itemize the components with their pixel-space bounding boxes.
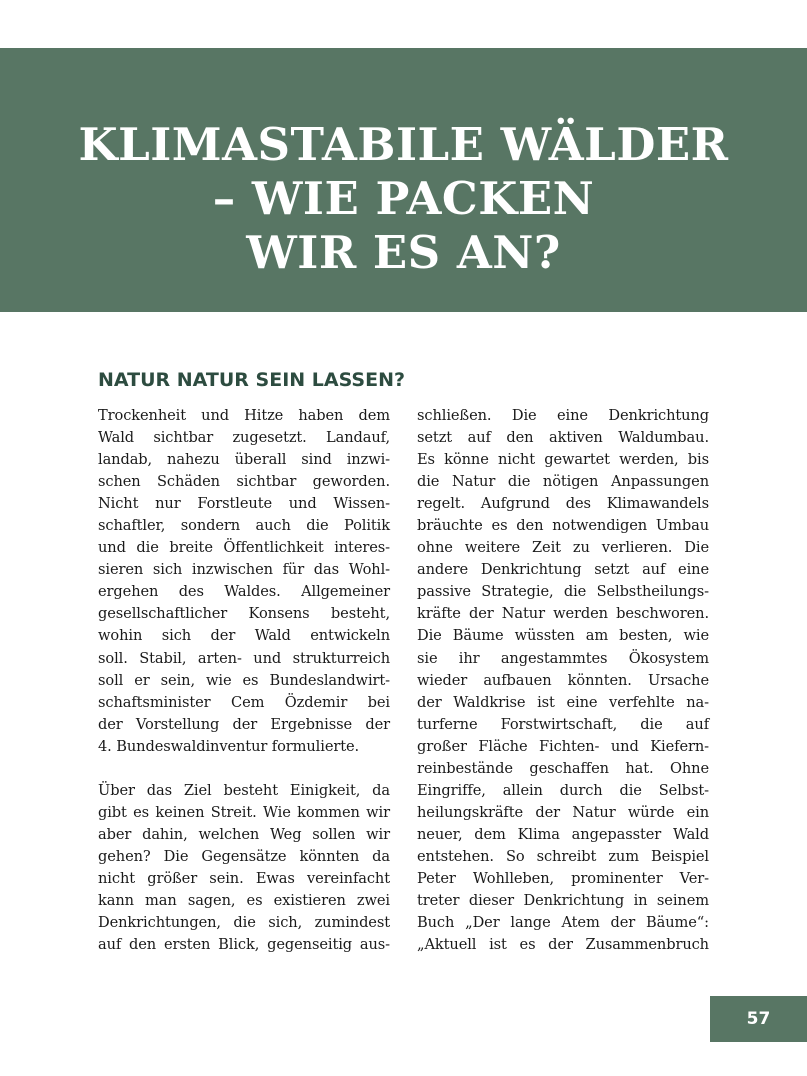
body-text-line: andere Denkrichtung setzt auf eine <box>417 561 709 579</box>
body-text-line: Denkrichtungen, die sich, zumindest <box>98 914 390 932</box>
body-text-line: Über das Ziel besteht Einigkeit, da <box>98 781 390 799</box>
body-text-line: ohne weitere Zeit zu verlieren. Die <box>417 539 709 557</box>
chapter-title-line: KLIMASTABILE WÄLDER <box>78 118 729 171</box>
body-text-line: Wald sichtbar zugesetzt. Landauf, <box>98 429 390 447</box>
body-text-line: auf den ersten Blick, gegenseitig aus- <box>98 936 390 954</box>
body-text-line: schaftler, sondern auch die Politik <box>98 517 390 535</box>
body-text-line: treter dieser Denkrichtung in seinem <box>417 892 709 910</box>
body-text-line: Eingriffe, allein durch die Selbst- <box>417 781 709 799</box>
body-text-line: sieren sich inzwischen für das Wohl- <box>98 561 390 579</box>
body-text-line: reinbestände geschaffen hat. Ohne <box>417 759 709 777</box>
body-text-line: Nicht nur Forstleute und Wissen- <box>98 495 390 513</box>
body-text-line: neuer, dem Klima angepasster Wald <box>417 825 709 843</box>
body-text-line: passive Strategie, die Selbstheilungs- <box>417 583 709 601</box>
body-text-line: entstehen. So schreibt zum Beispiel <box>417 847 709 865</box>
body-text-line: soll er sein, wie es Bundeslandwirt- <box>98 671 390 689</box>
body-text-line: turferne Forstwirtschaft, die auf <box>417 715 709 733</box>
section-heading: NATUR NATUR SEIN LASSEN? <box>98 369 406 391</box>
body-text-line: bräuchte es den notwendigen Umbau <box>417 517 709 535</box>
body-text-line: 4. Bundeswaldinventur formulierte. <box>98 737 360 755</box>
chapter-title <box>0 118 807 280</box>
body-text-line: aber dahin, welchen Weg sollen wir <box>98 825 390 843</box>
body-text-line: landab, nahezu überall sind inzwi- <box>98 451 390 469</box>
body-text-line: wohin sich der Wald entwickeln <box>98 627 390 645</box>
body-text-line: ergehen des Waldes. Allgemeiner <box>98 583 390 601</box>
body-text-line: Die Bäume wüssten am besten, wie <box>417 627 709 645</box>
text-column-left <box>98 405 390 956</box>
body-text-line: schließen. Die eine Denkrichtung <box>417 407 709 424</box>
paragraph-gap <box>98 758 390 780</box>
body-text-line: großer Fläche Fichten- und Kiefern- <box>417 737 709 755</box>
body-text-line: kräfte der Natur werden beschworen. <box>417 605 709 623</box>
body-text-line: Buch „Der lange Atem der Bäume“: <box>417 914 709 932</box>
body-text-line: der Vorstellung der Ergebnisse der <box>98 715 390 733</box>
body-text-line: nicht größer sein. Ewas vereinfacht <box>98 869 390 887</box>
body-text-line: soll. Stabil, arten- und strukturreich <box>98 649 390 667</box>
body-text-line: gesellschaftlicher Konsens besteht, <box>98 605 390 623</box>
body-text-line: Peter Wohlleben, prominenter Ver- <box>417 869 709 887</box>
body-text-line: Es könne nicht gewartet werden, bis <box>417 451 709 469</box>
body-text-line: regelt. Aufgrund des Klimawandels <box>417 495 709 513</box>
page-number-box <box>710 996 807 1042</box>
chapter-title-line: – WIE PACKEN <box>212 172 595 225</box>
body-text-line: schaftsminister Cem Özdemir bei <box>98 693 390 711</box>
page-number: 57 <box>746 1009 771 1029</box>
chapter-title-line: WIR ES AN? <box>246 226 561 279</box>
body-text-line: der Waldkrise ist eine verfehlte na- <box>417 693 709 711</box>
body-text-line: gibt es keinen Streit. Wie kommen wir <box>98 803 390 821</box>
body-text-line: Trockenheit und Hitze haben dem <box>98 407 390 424</box>
body-text-line: kann man sagen, es existieren zwei <box>98 892 390 910</box>
body-text-line: wieder aufbauen könnten. Ursache <box>417 671 709 689</box>
body-text-line: „Aktuell ist es der Zusammenbruch <box>417 936 709 954</box>
body-text-line: sie ihr angestammtes Ökosystem <box>417 649 709 667</box>
text-column-right <box>417 405 709 956</box>
body-text-line: schen Schäden sichtbar geworden. <box>98 473 390 491</box>
body-text-line: und die breite Öffentlichkeit interes- <box>98 539 390 557</box>
body-text-line: setzt auf den aktiven Waldumbau. <box>417 429 709 447</box>
body-text-line: heilungskräfte der Natur würde ein <box>417 803 709 821</box>
body-text-line: die Natur die nötigen Anpassungen <box>417 473 709 491</box>
body-text-line: gehen? Die Gegensätze könnten da <box>98 847 390 865</box>
